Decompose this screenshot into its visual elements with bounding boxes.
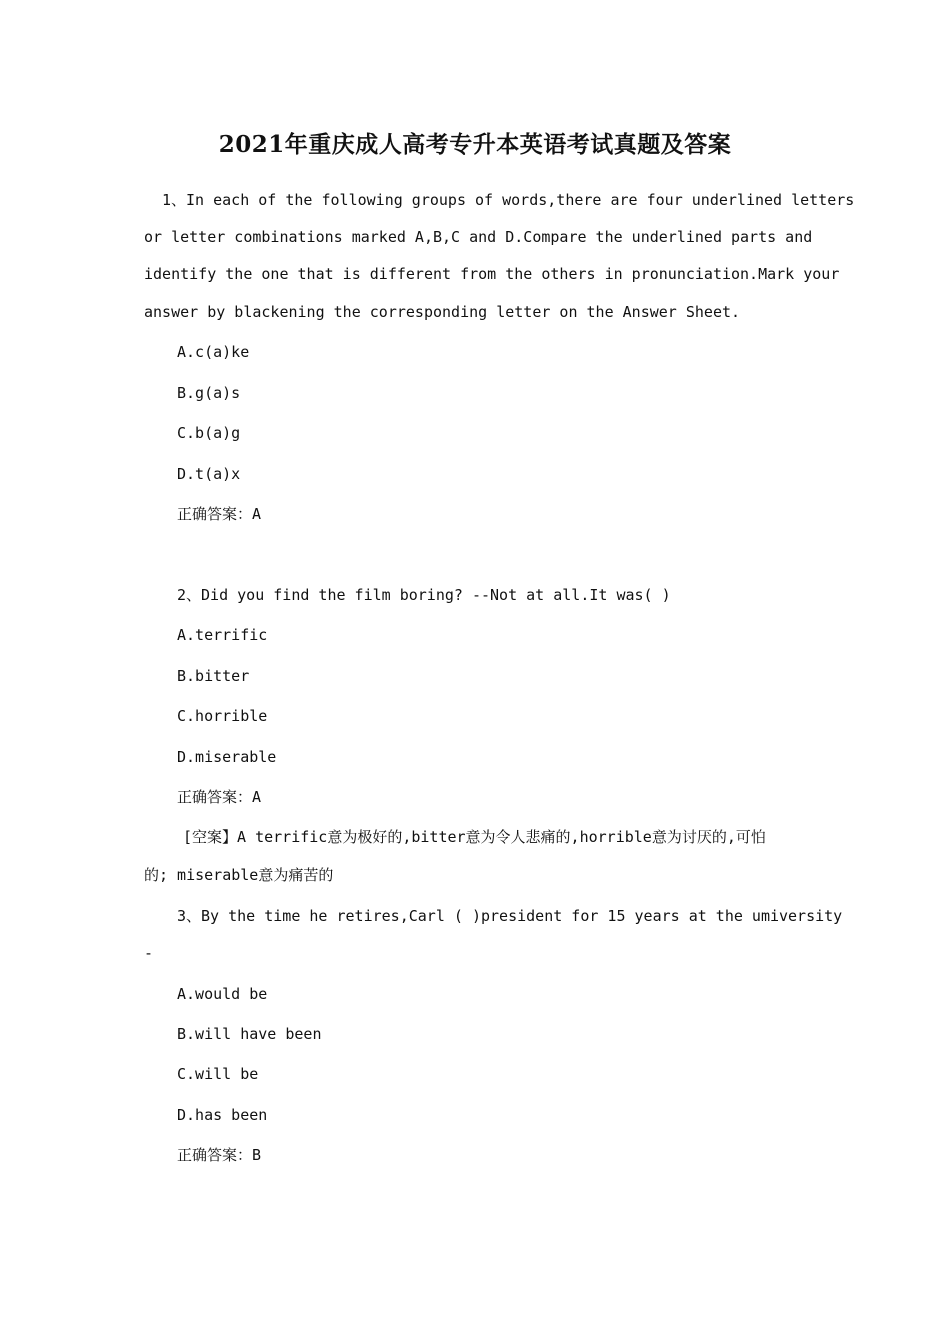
question-1-option-c: C.b(a)g (177, 424, 241, 442)
question-2-option-d: D.miserable (177, 748, 277, 766)
question-2-option-b: B.bitter (177, 667, 250, 685)
question-2-explanation-line: 的; miserable意为痛苦的 (144, 866, 334, 884)
question-2-option-c: C.horrible (177, 707, 268, 725)
page-title: 2021年重庆成人高考专升本英语考试真题及答案 (218, 131, 732, 158)
question-1-text-line: 1、In each of the following groups of words,there are four underlined letters (162, 191, 855, 209)
question-3-answer: 正确答案：B (177, 1146, 262, 1164)
question-2-stem: 2、Did you find the film boring? --Not at all.It was( ) (177, 586, 671, 604)
question-1-text-line: or letter combinations marked A,B,C and D.Compare the underlined parts and (144, 228, 813, 246)
question-1-answer: 正确答案：A (177, 505, 262, 523)
question-1-option-d: D.t(a)x (177, 465, 241, 483)
question-3-option-b: B.will have been (177, 1025, 322, 1043)
question-2-option-a: A.terrific (177, 626, 268, 644)
question-3-text-line: - (144, 944, 154, 962)
question-3-text-line: 3、By the time he retires,Carl ( )president for 15 years at the umiversity (177, 907, 843, 925)
question-3-option-a: A.would be (177, 985, 268, 1003)
question-1-option-a: A.c(a)ke (177, 343, 250, 361)
question-2-explanation-line: [空案】A terrific意为极好的,bitter意为令人悲痛的,horrible意为讨厌的,可怕 (183, 828, 766, 846)
question-1-option-b: B.g(a)s (177, 384, 241, 402)
question-3-option-d: D.has been (177, 1106, 268, 1124)
question-2-answer: 正确答案：A (177, 788, 262, 806)
question-1-text-line: identify the one that is different from the others in pronunciation.Mark your (144, 265, 840, 283)
question-3-option-c: C.will be (177, 1065, 259, 1083)
question-1-text-line: answer by blackening the corresponding letter on the Answer Sheet. (144, 303, 741, 321)
